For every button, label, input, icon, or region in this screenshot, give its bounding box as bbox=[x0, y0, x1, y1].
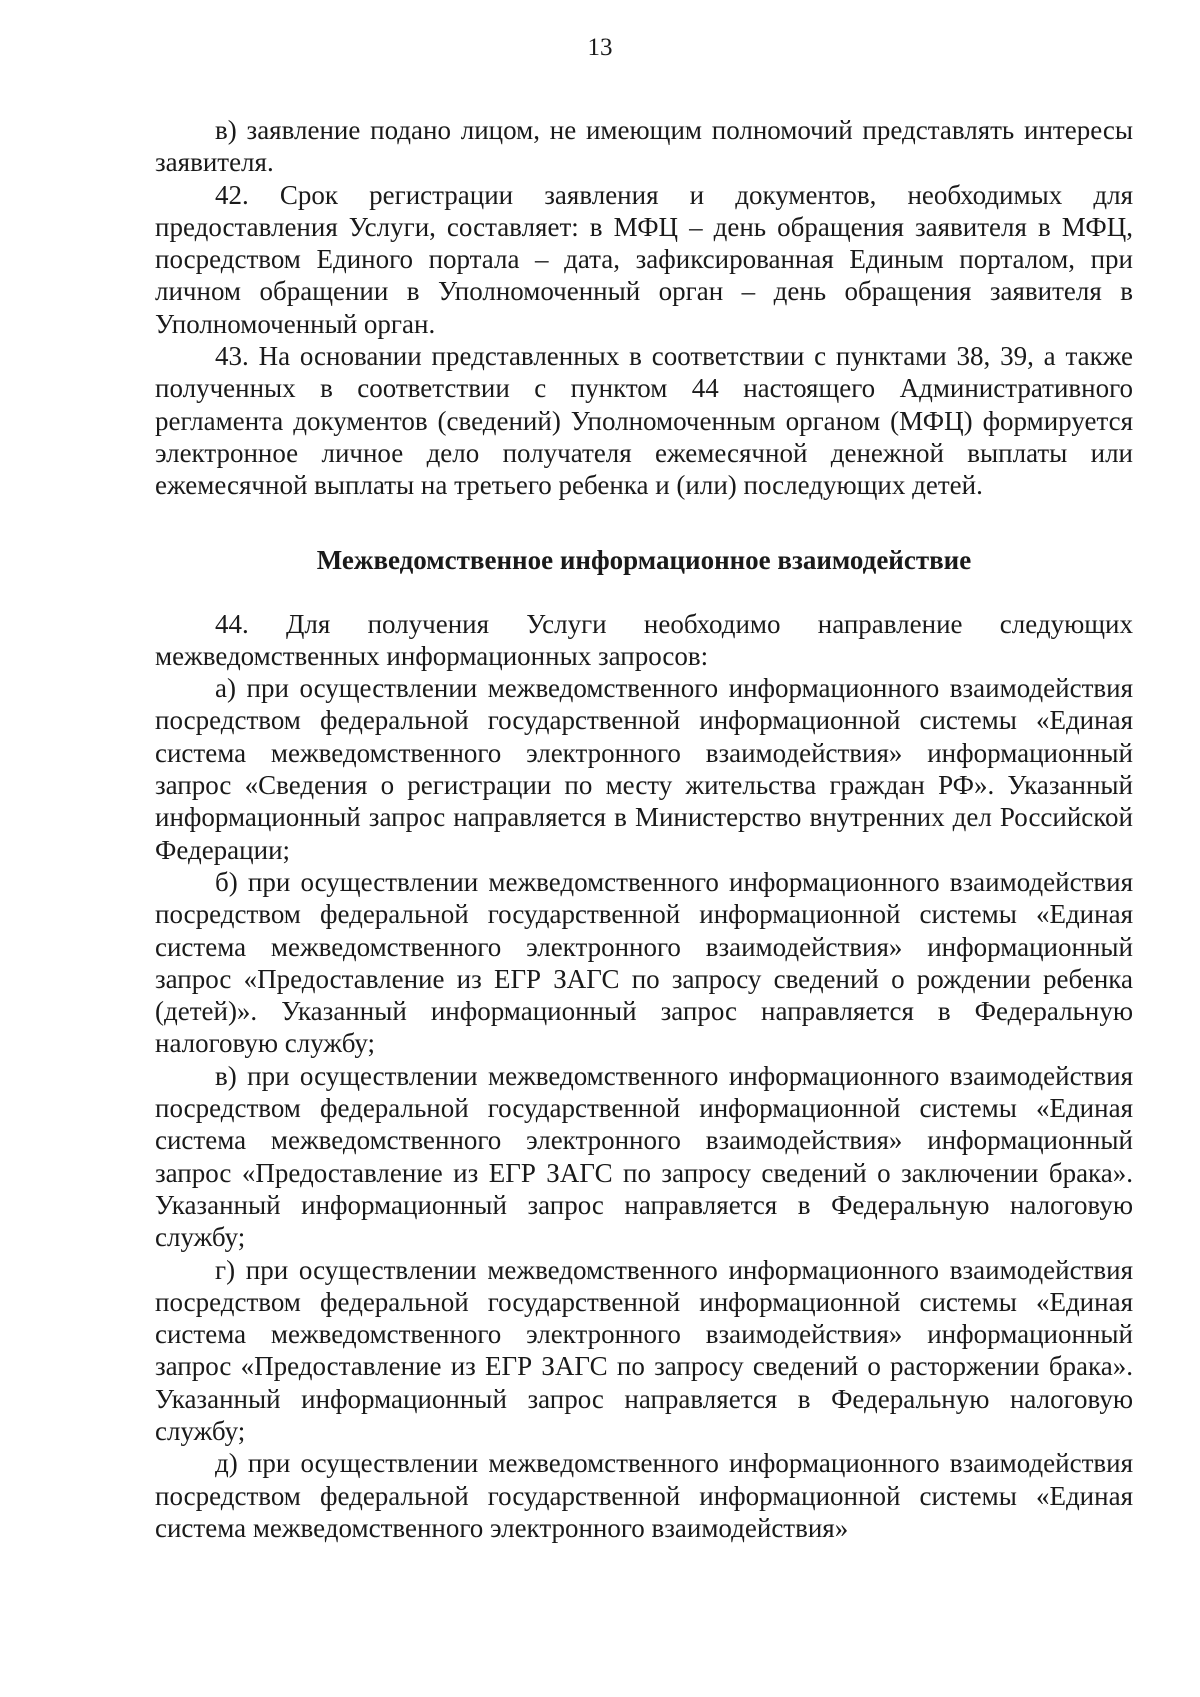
paragraph-44a: а) при осуществлении межведомственного информационного взаимодействия посредством федеральной государственной информационной системы «Единая система межведомственного электронного взаимодействия» информационный запрос «Сведения о регистрации по месту жительства граждан РФ». Указанный информационный запрос направляется в Министерство внутренних дел Российской Федерации; bbox=[155, 673, 1133, 865]
section-heading: Межведомственное информационное взаимодействие bbox=[316, 544, 972, 575]
paragraph-44v: в) при осуществлении межведомственного информационного взаимодействия посредством федеральной государственной информационной системы «Единая система межведомственного электронного взаимодействия» информационный запрос «Предоставление из ЕГР ЗАГС по запросу сведений о заключении брака». Указанный информационный запрос направляется в Федеральную налоговую службу; bbox=[155, 1060, 1133, 1253]
paragraph-41v: в) заявление подано лицом, не имеющим полномочий представлять интересы заявителя. bbox=[155, 115, 1133, 178]
paragraph-43: 43. На основании представленных в соответствии с пунктами 38, 39, а также полученных в соответствии с пунктом 44 настоящего Административного регламента документов (сведений) Уполномоченным органом (МФЦ) формируется электронное личное дело получателя ежемесячной денежной выплаты или ежемесячной выплаты на третьего ребенка и (или) последующих детей. bbox=[155, 341, 1133, 501]
paragraph-44d: д) при осуществлении межведомственного информационного взаимодействия посредством федеральной государственной информационной системы «Единая система межведомственного электронного взаимодействия» bbox=[155, 1448, 1133, 1543]
document-body bbox=[155, 114, 1133, 1544]
paragraph-44g: г) при осуществлении межведомственного информационного взаимодействия посредством федеральной государственной информационной системы «Единая система межведомственного электронного взаимодействия» информационный запрос «Предоставление из ЕГР ЗАГС по запросу сведений о расторжении брака». Указанный информационный запрос направляется в Федеральную налоговую службу; bbox=[155, 1254, 1133, 1446]
page-number: 13 bbox=[587, 34, 613, 61]
paragraph-44b: б) при осуществлении межведомственного информационного взаимодействия посредством федеральной государственной информационной системы «Единая система межведомственного электронного взаимодействия» информационный запрос «Предоставление из ЕГР ЗАГС по запросу сведений о рождении ребенка (детей)». Указанный информационный запрос направляется в Федеральную налоговую службу; bbox=[155, 866, 1133, 1059]
paragraph-42: 42. Срок регистрации заявления и документов, необходимых для предоставления Услуги, составляет: в МФЦ – день обращения заявителя в МФЦ, посредством Единого портала – дата, зафиксированная Единым порталом, при личном обращении в Уполномоченный орган – день обращения заявителя в Уполномоченный орган. bbox=[155, 179, 1133, 339]
paragraph-44: 44. Для получения Услуги необходимо направление следующих межведомственных информационных запросов: bbox=[155, 608, 1133, 671]
